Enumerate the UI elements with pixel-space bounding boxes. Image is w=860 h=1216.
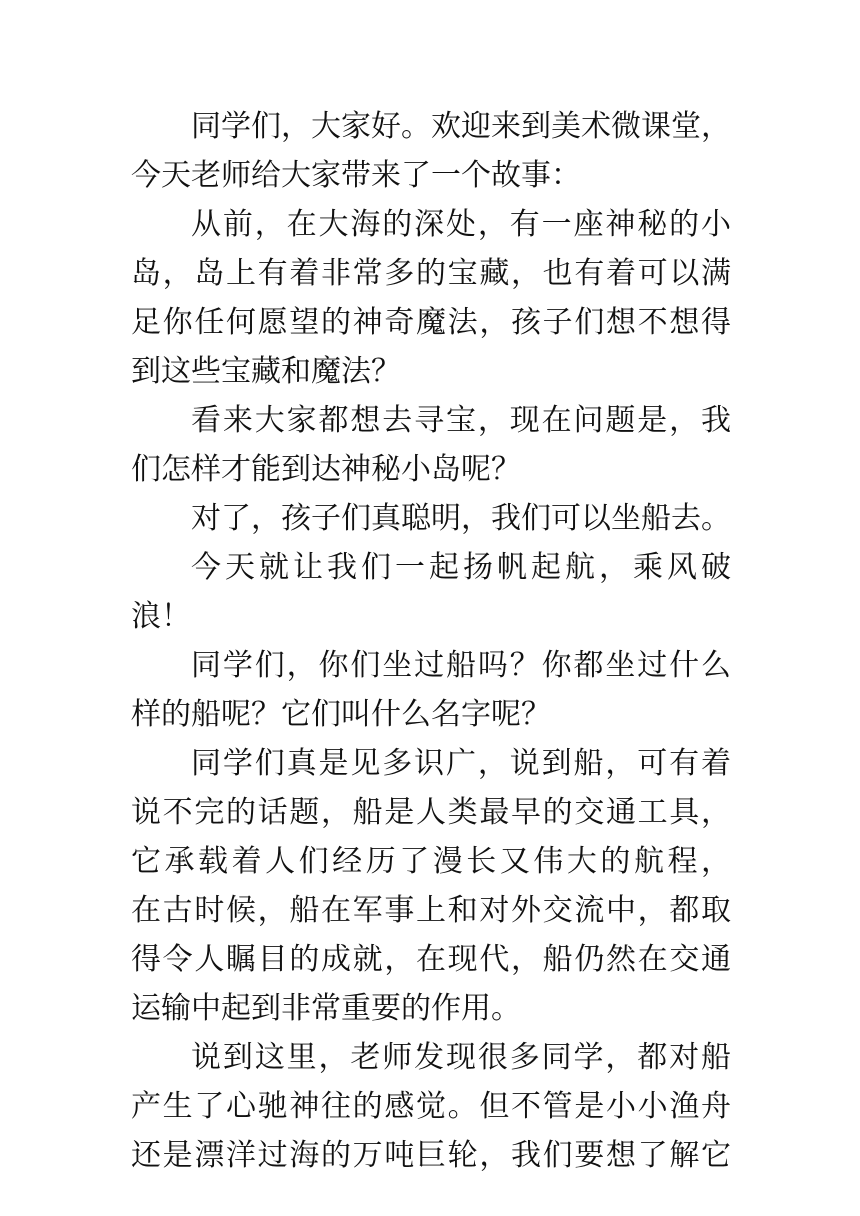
text-line: 产生了心驰神往的感觉。但不管是小小渔舟: [131, 1089, 731, 1124]
text-line: 从前，在大海的深处，有一座神秘的小: [191, 207, 731, 242]
text-line: 今天老师给大家带来了一个故事：: [131, 158, 581, 193]
text-line: 它承载着人们经历了漫长又伟大的航程，: [131, 844, 731, 879]
text-line: 样的船呢？它们叫什么名字呢？: [131, 697, 551, 732]
text-line: 到这些宝藏和魔法？: [131, 354, 401, 389]
text-line: 同学们真是见多识广，说到船，可有着: [191, 746, 731, 781]
text-line: 同学们，你们坐过船吗？你都坐过什么: [191, 648, 731, 683]
text-line: 看来大家都想去寻宝，现在问题是，我: [191, 403, 731, 438]
text-line: 运输中起到非常重要的作用。: [131, 991, 521, 1026]
text-line: 今天就让我们一起扬帆起航，乘风破: [191, 550, 731, 585]
story-text: [131, 102, 731, 1180]
text-line: 浪！: [131, 599, 191, 634]
text-line: 足你任何愿望的神奇魔法，孩子们想不想得: [131, 305, 731, 340]
text-line: 们怎样才能到达神秘小岛呢？: [131, 452, 521, 487]
text-line: 得令人瞩目的成就，在现代，船仍然在交通: [131, 942, 731, 977]
text-line: 说到这里，老师发现很多同学，都对船: [191, 1040, 731, 1075]
text-line: 在古时候，船在军事上和对外交流中，都取: [131, 893, 731, 928]
text-line: 同学们，大家好。欢迎来到美术微课堂，: [191, 109, 731, 144]
text-line: 还是漂洋过海的万吨巨轮，我们要想了解它: [131, 1138, 731, 1173]
text-line: 说不完的话题，船是人类最早的交通工具，: [131, 795, 731, 830]
text-line: 对了，孩子们真聪明，我们可以坐船去。: [191, 501, 731, 536]
text-line: 岛，岛上有着非常多的宝藏，也有着可以满: [131, 256, 731, 291]
